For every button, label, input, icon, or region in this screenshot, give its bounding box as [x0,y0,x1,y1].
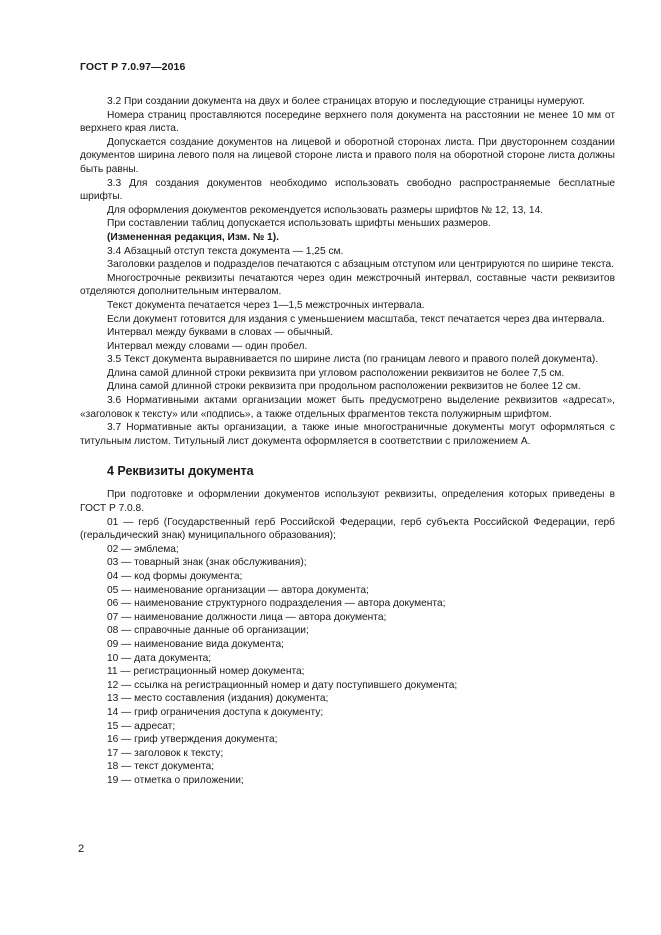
paragraph-longitudinal-layout: Длина самой длинной строки реквизита при продольном расположении реквизитов не более 12 см. [107,381,581,393]
requisites-list [80,516,615,788]
paragraph-3-7: 3.7 Нормативные акты организации, а также иные многостраничные документы могут оформляться с титульным листом. Титульный лист документа оформляется в соответствии с приложением А. [80,422,615,447]
section-title: 4 Реквизиты документа [107,464,254,479]
list-item: 10 — дата документа; [107,652,212,664]
amendment-note: (Измененная редакция, Изм. № 1). [107,231,279,243]
paragraph-line-spacing: Текст документа печатается через 1—1,5 межстрочных интервала. [107,299,425,311]
paragraph-page-numbers: Номера страниц проставляются посередине верхнего поля документа на расстоянии не менее 10 мм от верхнего края листа. [80,109,615,135]
paragraph-3-5: 3.5 Текст документа выравнивается по ширине листа (по границам левого и правого полей документа). [107,354,599,366]
document-body [80,95,615,788]
list-item: 05 — наименование организации — автора документа; [107,584,369,596]
section-intro: При подготовке и оформлении документов используют реквизиты, определения которых приведены в ГОСТ Р 7.0.8. [80,489,615,515]
paragraph-two-sided: Допускается создание документов на лицевой и оборотной сторонах листа. При двустороннем создании документов ширина левого поля на лицевой стороне листа и правого поля на оборотной стороне листа должны быть равны. [80,136,615,175]
paragraph-3-4: 3.4 Абзацный отступ текста документа — 1,25 см. [107,245,344,257]
paragraph-word-spacing: Интервал между словами — один пробел. [107,340,308,352]
list-item: 17 — заголовок к тексту; [107,747,224,759]
list-item: 04 — код формы документа; [107,571,243,582]
document-standard-header: ГОСТ Р 7.0.97—2016 [80,61,186,73]
paragraph-multiline-requisites: Многострочные реквизиты печатаются через один межстрочный интервал, составные части реквизитов отделяются дополнительным интервалом. [80,272,615,298]
list-item: 15 — адресат; [107,720,176,732]
paragraph-table-fonts: При составлении таблиц допускается использовать шрифты меньших размеров. [107,218,491,230]
paragraph-3-3: 3.3 Для создания документов необходимо использовать свободно распространяемые бесплатные шрифты. [80,177,615,203]
list-item: 02 — эмблема; [107,543,179,555]
paragraph-letter-spacing: Интервал между буквами в словах — обычный. [107,327,334,339]
list-item: 06 — наименование структурного подразделения — автора документа; [107,598,446,610]
paragraph-font-sizes: Для оформления документов рекомендуется использовать размеры шрифтов № 12, 13, 14. [107,204,544,216]
list-item: 13 — место составления (издания) документа; [107,693,329,705]
paragraph-corner-layout: Длина самой длинной строки реквизита при угловом расположении реквизитов не более 7,5 см. [107,367,565,379]
list-item: 12 — ссылка на регистрационный номер и дату поступившего документа; [107,679,458,691]
list-item: 01 — герб (Государственный герб Российской Федерации, герб субъекта Российской Федерации, герб (геральдический знак) муниципального образования); [80,516,615,542]
list-item: 11 — регистрационный номер документа; [107,666,305,678]
list-item: 19 — отметка о приложении; [107,774,244,786]
list-item: 08 — справочные данные об организации; [107,625,309,637]
list-item: 18 — текст документа; [107,761,215,773]
list-item: 16 — гриф утверждения документа; [107,734,278,746]
page-number: 2 [78,843,85,855]
list-item: 07 — наименование должности лица — автора документа; [107,611,387,623]
paragraph-scaled-edition: Если документ готовится для издания с уменьшением масштаба, текст печатается через два интервала. [107,313,605,325]
paragraph-headings: Заголовки разделов и подразделов печатаются с абзацным отступом или центрируются по ширине текста. [107,259,614,271]
paragraph-3-2: 3.2 При создании документа на двух и более страницах вторую и последующие страницы нумеруют. [107,96,585,107]
list-item: 09 — наименование вида документа; [107,638,284,650]
list-item: 14 — гриф ограничения доступа к документу; [107,706,324,718]
list-item: 03 — товарный знак (знак обслуживания); [107,557,307,569]
paragraph-3-6: 3.6 Нормативными актами организации может быть предусмотрено выделение реквизитов «адресат», «заголовок к тексту» или «подпись», а также отдельных фрагментов текста полужирным шрифтом. [80,395,615,420]
